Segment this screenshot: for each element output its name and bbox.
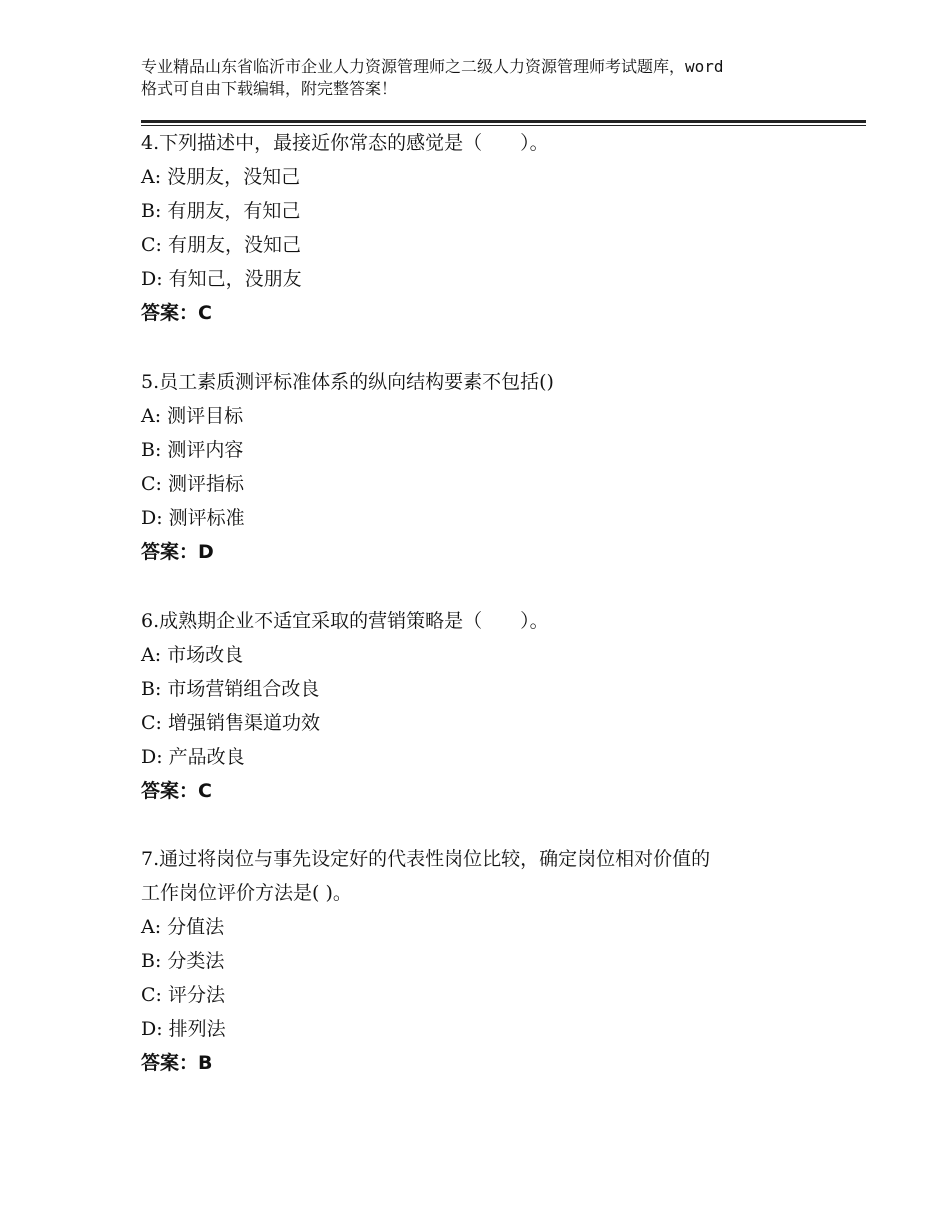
question-stem: 4.下列描述中，最接近你常态的感觉是（ ）。 bbox=[141, 132, 549, 154]
option-a: A: 市场改良 bbox=[141, 644, 244, 666]
document-header bbox=[141, 56, 831, 100]
answer: 答案：C bbox=[141, 780, 212, 802]
question-stem: 6.成熟期企业不适宜采取的营销策略是（ ）。 bbox=[141, 610, 549, 632]
option-a: A: 没朋友，没知己 bbox=[141, 166, 301, 188]
question-stem-line-2: 工作岗位评价方法是( )。 bbox=[141, 882, 352, 904]
option-c: C: 有朋友，没知己 bbox=[141, 234, 301, 256]
question-5 bbox=[141, 365, 841, 569]
option-b: B: 分类法 bbox=[141, 950, 225, 972]
question-6 bbox=[141, 604, 841, 808]
option-b: B: 市场营销组合改良 bbox=[141, 678, 320, 700]
option-d: D: 测评标准 bbox=[141, 507, 245, 529]
option-b: B: 有朋友，有知己 bbox=[141, 200, 301, 222]
answer: 答案：B bbox=[141, 1052, 213, 1074]
option-c: C: 评分法 bbox=[141, 984, 225, 1006]
answer: 答案：D bbox=[141, 541, 214, 563]
question-stem-line-1: 7.通过将岗位与事先设定好的代表性岗位比较，确定岗位相对价值的 bbox=[141, 848, 711, 870]
option-a: A: 测评目标 bbox=[141, 405, 244, 427]
option-b: B: 测评内容 bbox=[141, 439, 244, 461]
option-c: C: 测评指标 bbox=[141, 473, 244, 495]
option-d: D: 有知己，没朋友 bbox=[141, 268, 302, 290]
option-c: C: 增强销售渠道功效 bbox=[141, 712, 320, 734]
option-d: D: 产品改良 bbox=[141, 746, 245, 768]
question-stem: 5.员工素质测评标准体系的纵向结构要素不包括() bbox=[141, 371, 554, 393]
question-7 bbox=[141, 842, 841, 1080]
option-d: D: 排列法 bbox=[141, 1018, 226, 1040]
option-a: A: 分值法 bbox=[141, 916, 225, 938]
question-4 bbox=[141, 126, 841, 330]
header-line-2: 格式可自由下载编辑，附完整答案！ bbox=[141, 79, 398, 98]
header-line-1: 专业精品山东省临沂市企业人力资源管理师之二级人力资源管理师考试题库，word bbox=[141, 57, 724, 76]
answer: 答案：C bbox=[141, 302, 212, 324]
